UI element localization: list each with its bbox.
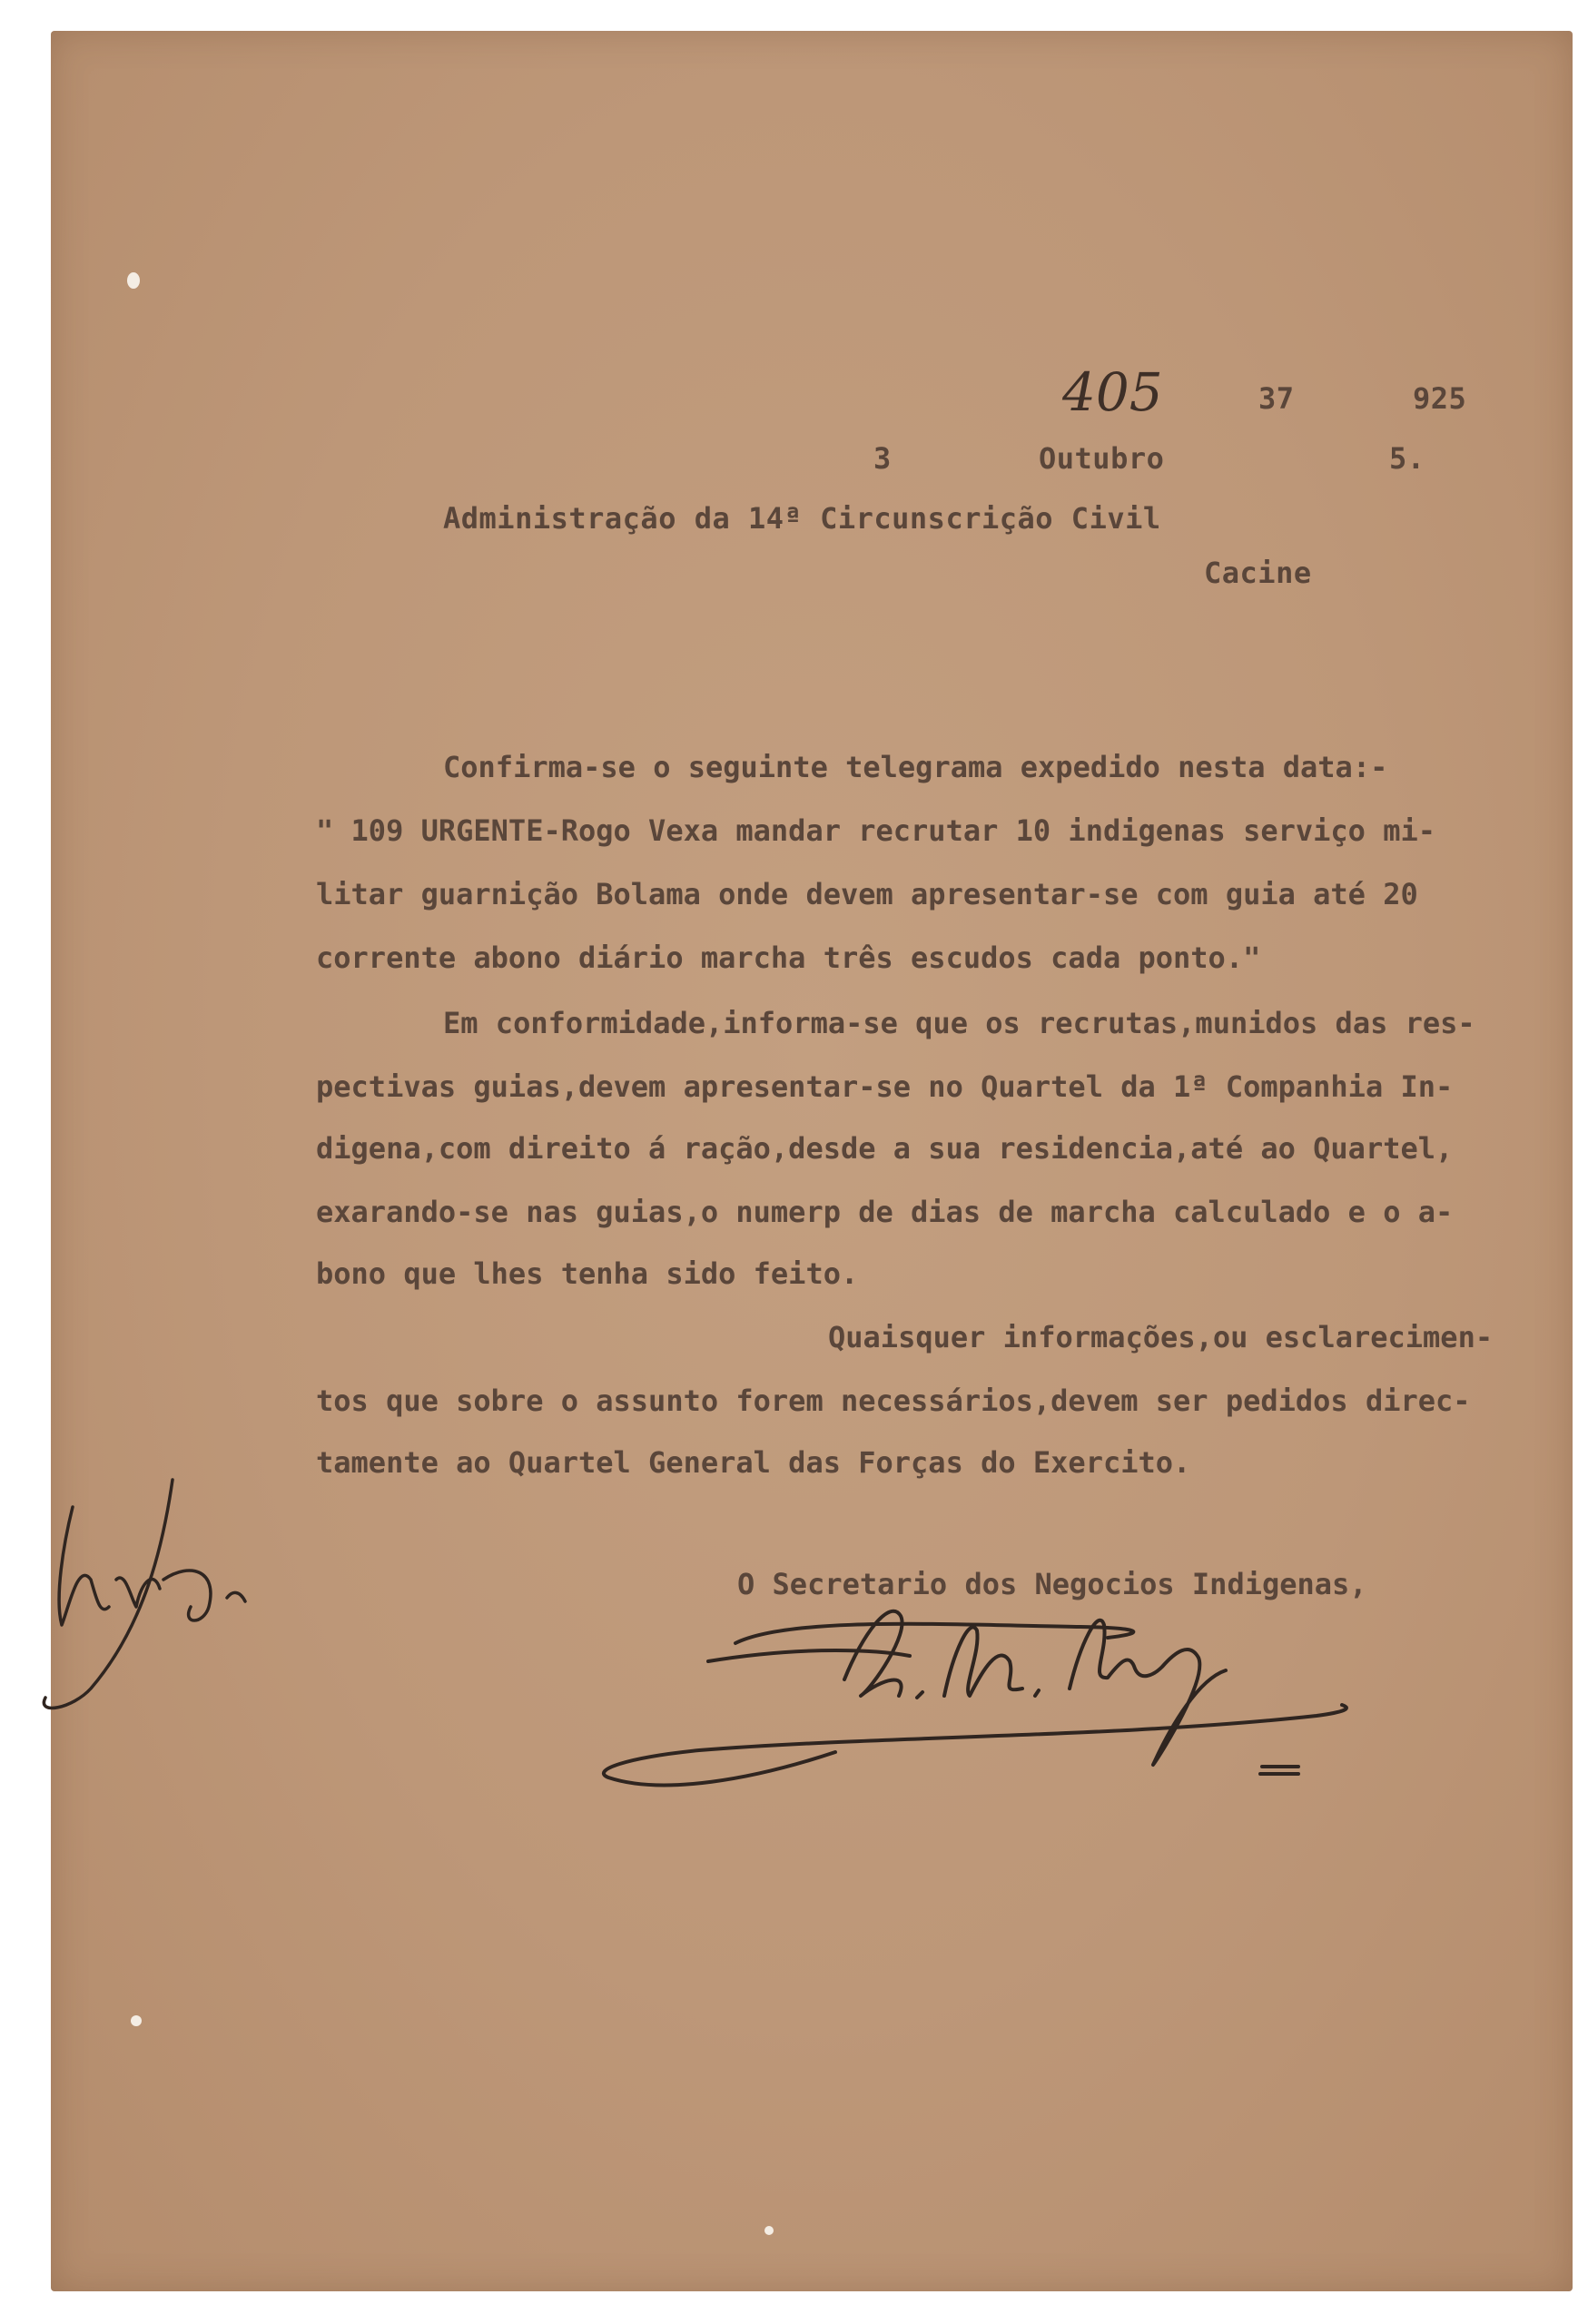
body-line: " 109 URGENTE-Rogo Vexa mandar recrutar 10 indigenas serviço mi- (316, 813, 1435, 848)
body-line: bono que lhes tenha sido feito. (316, 1256, 859, 1291)
addressee: Administração da 14ª Circunscrição Civil (443, 501, 1161, 536)
document-year: 925 (1413, 381, 1467, 416)
body-line: Confirma-se o seguinte telegrama expedido nesta data:- (443, 750, 1388, 784)
body-line: exarando-se nas guias,o numerp de dias de marcha calculado e o a- (316, 1195, 1454, 1229)
body-line: litar guarnição Bolama onde devem apresentar-se com guia até 20 (316, 877, 1418, 911)
document-section: 5. (1389, 441, 1425, 476)
paper-hole (127, 272, 140, 289)
body-line: tamente ao Quartel General das Forças do Exercito. (316, 1445, 1191, 1480)
paper-hole (131, 2015, 142, 2026)
signature (572, 1543, 1353, 1807)
closing-title: O Secretario dos Negocios Indigenas, (737, 1567, 1367, 1601)
document-number: 37 (1258, 381, 1295, 416)
body-line: digena,com direito á ração,desde a sua residencia,até ao Quartel, (316, 1131, 1454, 1166)
body-line: corrente abono diário marcha três escudos cada ponto." (316, 940, 1261, 975)
document-month: Outubro (1039, 441, 1165, 476)
paper-hole (764, 2226, 774, 2235)
addressee-place: Cacine (1204, 556, 1312, 590)
document-day: 3 (873, 441, 892, 476)
body-line: Em conformidade,informa-se que os recrutas,munidos das res- (443, 1006, 1475, 1040)
margin-initials (18, 1471, 272, 1716)
handwritten-number: 405 (1062, 361, 1163, 423)
body-line: pectivas guias,devem apresentar-se no Quartel da 1ª Companhia In- (316, 1069, 1454, 1104)
body-line: Quaisquer informações,ou esclarecimen- (828, 1320, 1494, 1354)
body-line: tos que sobre o assunto forem necessários,devem ser pedidos direc- (316, 1384, 1471, 1418)
